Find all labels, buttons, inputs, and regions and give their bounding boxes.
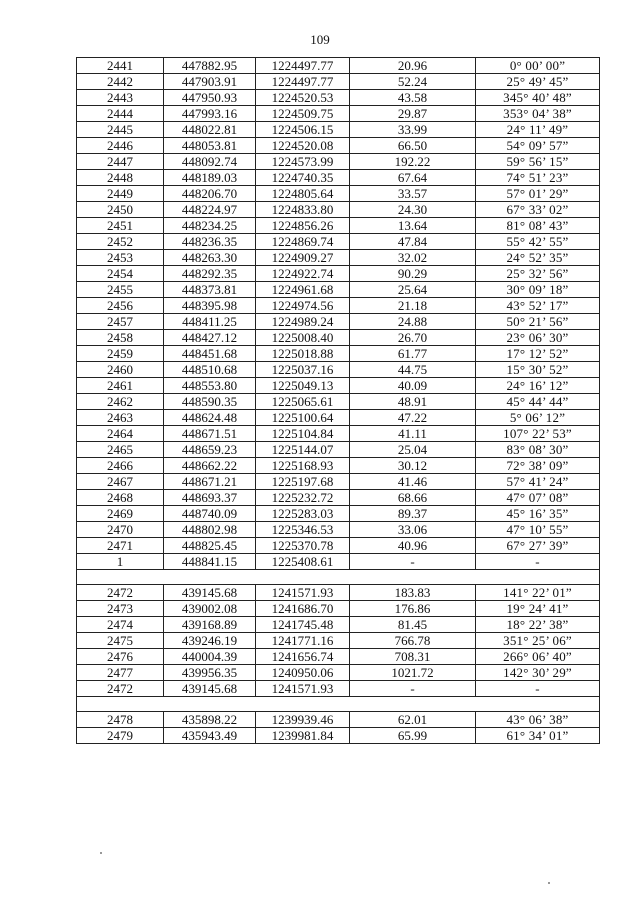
point-number-cell: 2449: [77, 186, 164, 202]
y-coordinate-cell: 1225065.61: [256, 394, 350, 410]
y-coordinate-cell: 1225144.07: [256, 442, 350, 458]
point-number-cell: 2455: [77, 282, 164, 298]
table-row: [77, 490, 600, 506]
table-row: [77, 58, 600, 74]
y-coordinate-cell: 1225104.84: [256, 426, 350, 442]
bearing-angle-cell: 72° 38’ 09”: [476, 458, 600, 474]
distance-cell: 47.22: [350, 410, 476, 426]
point-number-cell: 2461: [77, 378, 164, 394]
y-coordinate-cell: 1224520.53: [256, 90, 350, 106]
x-coordinate-cell: 448411.25: [164, 314, 256, 330]
table-row: [77, 378, 600, 394]
point-number-cell: 2458: [77, 330, 164, 346]
bearing-angle-cell: -: [476, 554, 600, 570]
table-row: [77, 362, 600, 378]
table-row: [77, 442, 600, 458]
table-row: [77, 410, 600, 426]
y-coordinate-cell: 1224506.15: [256, 122, 350, 138]
x-coordinate-cell: 448234.25: [164, 218, 256, 234]
point-number-cell: 2479: [77, 728, 164, 744]
x-coordinate-cell: 448427.12: [164, 330, 256, 346]
distance-cell: 21.18: [350, 298, 476, 314]
bearing-angle-cell: 19° 24’ 41”: [476, 601, 600, 617]
point-number-cell: 2451: [77, 218, 164, 234]
y-coordinate-cell: 1224974.56: [256, 298, 350, 314]
bearing-angle-cell: 25° 32’ 56”: [476, 266, 600, 282]
point-number-cell: 2472: [77, 585, 164, 601]
distance-cell: 47.84: [350, 234, 476, 250]
y-coordinate-cell: 1225408.61: [256, 554, 350, 570]
bearing-angle-cell: 55° 42’ 55”: [476, 234, 600, 250]
y-coordinate-cell: 1225018.88: [256, 346, 350, 362]
bearing-angle-cell: 67° 33’ 02”: [476, 202, 600, 218]
bearing-angle-cell: 54° 09’ 57”: [476, 138, 600, 154]
bearing-angle-cell: 141° 22’ 01”: [476, 585, 600, 601]
scan-speck: [548, 882, 550, 884]
x-coordinate-cell: 448395.98: [164, 298, 256, 314]
bearing-angle-cell: 23° 06’ 30”: [476, 330, 600, 346]
coordinates-table: [76, 57, 600, 744]
y-coordinate-cell: 1225197.68: [256, 474, 350, 490]
distance-cell: 708.31: [350, 649, 476, 665]
point-number-cell: 2456: [77, 298, 164, 314]
bearing-angle-cell: 107° 22’ 53”: [476, 426, 600, 442]
bearing-angle-cell: 25° 49’ 45”: [476, 74, 600, 90]
y-coordinate-cell: 1225008.40: [256, 330, 350, 346]
point-number-cell: 2462: [77, 394, 164, 410]
point-number-cell: 2446: [77, 138, 164, 154]
point-number-cell: 2452: [77, 234, 164, 250]
y-coordinate-cell: 1224856.26: [256, 218, 350, 234]
table-row: [77, 649, 600, 665]
table-row: [77, 633, 600, 649]
x-coordinate-cell: 448662.22: [164, 458, 256, 474]
x-coordinate-cell: 448671.21: [164, 474, 256, 490]
table-row: [77, 298, 600, 314]
separator-cell: [77, 697, 600, 712]
distance-cell: 26.70: [350, 330, 476, 346]
x-coordinate-cell: 448624.48: [164, 410, 256, 426]
distance-cell: 33.06: [350, 522, 476, 538]
point-number-cell: 2476: [77, 649, 164, 665]
point-number-cell: 2475: [77, 633, 164, 649]
page-number: 109: [310, 32, 330, 47]
x-coordinate-cell: 439145.68: [164, 681, 256, 697]
y-coordinate-cell: 1224573.99: [256, 154, 350, 170]
bearing-angle-cell: 57° 01’ 29”: [476, 186, 600, 202]
table-row: [77, 250, 600, 266]
y-coordinate-cell: 1225370.78: [256, 538, 350, 554]
table-row: [77, 186, 600, 202]
table-row: [77, 554, 600, 570]
x-coordinate-cell: 448590.35: [164, 394, 256, 410]
distance-cell: 24.88: [350, 314, 476, 330]
table-row: [77, 170, 600, 186]
table-row: [77, 474, 600, 490]
table-row: [77, 138, 600, 154]
point-number-cell: 2460: [77, 362, 164, 378]
x-coordinate-cell: 448841.15: [164, 554, 256, 570]
point-number-cell: 2474: [77, 617, 164, 633]
y-coordinate-cell: 1224833.80: [256, 202, 350, 218]
distance-cell: 67.64: [350, 170, 476, 186]
bearing-angle-cell: 345° 40’ 48”: [476, 90, 600, 106]
table-row: [77, 394, 600, 410]
bearing-angle-cell: 0° 00’ 00”: [476, 58, 600, 74]
y-coordinate-cell: 1241571.93: [256, 681, 350, 697]
point-number-cell: 1: [77, 554, 164, 570]
bearing-angle-cell: 57° 41’ 24”: [476, 474, 600, 490]
point-number-cell: 2445: [77, 122, 164, 138]
point-number-cell: 2465: [77, 442, 164, 458]
x-coordinate-cell: 448022.81: [164, 122, 256, 138]
distance-cell: 44.75: [350, 362, 476, 378]
distance-cell: 183.83: [350, 585, 476, 601]
x-coordinate-cell: 448825.45: [164, 538, 256, 554]
distance-cell: 25.64: [350, 282, 476, 298]
bearing-angle-cell: 45° 44’ 44”: [476, 394, 600, 410]
x-coordinate-cell: 448373.81: [164, 282, 256, 298]
x-coordinate-cell: 448206.70: [164, 186, 256, 202]
y-coordinate-cell: 1239981.84: [256, 728, 350, 744]
distance-cell: 52.24: [350, 74, 476, 90]
table-row: [77, 234, 600, 250]
y-coordinate-cell: 1241686.70: [256, 601, 350, 617]
distance-cell: 41.11: [350, 426, 476, 442]
y-coordinate-cell: 1224497.77: [256, 58, 350, 74]
table-row: [77, 426, 600, 442]
table-row: [77, 106, 600, 122]
y-coordinate-cell: 1224740.35: [256, 170, 350, 186]
point-number-cell: 2466: [77, 458, 164, 474]
table-row: [77, 458, 600, 474]
table-row: [77, 346, 600, 362]
distance-cell: 48.91: [350, 394, 476, 410]
distance-cell: 20.96: [350, 58, 476, 74]
point-number-cell: 2470: [77, 522, 164, 538]
x-coordinate-cell: 448224.97: [164, 202, 256, 218]
x-coordinate-cell: 448451.68: [164, 346, 256, 362]
x-coordinate-cell: 447882.95: [164, 58, 256, 74]
y-coordinate-cell: 1225232.72: [256, 490, 350, 506]
x-coordinate-cell: 447993.16: [164, 106, 256, 122]
point-number-cell: 2467: [77, 474, 164, 490]
table-row: [77, 90, 600, 106]
distance-cell: 33.99: [350, 122, 476, 138]
point-number-cell: 2448: [77, 170, 164, 186]
x-coordinate-cell: 448553.80: [164, 378, 256, 394]
y-coordinate-cell: 1224961.68: [256, 282, 350, 298]
table-row: [77, 202, 600, 218]
distance-cell: 25.04: [350, 442, 476, 458]
distance-cell: 62.01: [350, 712, 476, 728]
distance-cell: 81.45: [350, 617, 476, 633]
point-number-cell: 2457: [77, 314, 164, 330]
bearing-angle-cell: 67° 27’ 39”: [476, 538, 600, 554]
x-coordinate-cell: 448802.98: [164, 522, 256, 538]
y-coordinate-cell: 1224989.24: [256, 314, 350, 330]
bearing-angle-cell: 142° 30’ 29”: [476, 665, 600, 681]
x-coordinate-cell: 447950.93: [164, 90, 256, 106]
x-coordinate-cell: 439168.89: [164, 617, 256, 633]
point-number-cell: 2478: [77, 712, 164, 728]
y-coordinate-cell: 1224909.27: [256, 250, 350, 266]
bearing-angle-cell: 50° 21’ 56”: [476, 314, 600, 330]
table-row: [77, 282, 600, 298]
x-coordinate-cell: 448189.03: [164, 170, 256, 186]
distance-cell: 176.86: [350, 601, 476, 617]
point-number-cell: 2447: [77, 154, 164, 170]
x-coordinate-cell: 448659.23: [164, 442, 256, 458]
x-coordinate-cell: 435943.49: [164, 728, 256, 744]
distance-cell: 61.77: [350, 346, 476, 362]
bearing-angle-cell: 266° 06’ 40”: [476, 649, 600, 665]
table-row: [77, 601, 600, 617]
y-coordinate-cell: 1225100.64: [256, 410, 350, 426]
bearing-angle-cell: 47° 07’ 08”: [476, 490, 600, 506]
table-row: [77, 314, 600, 330]
bearing-angle-cell: 61° 34’ 01”: [476, 728, 600, 744]
distance-cell: 29.87: [350, 106, 476, 122]
x-coordinate-cell: 440004.39: [164, 649, 256, 665]
point-number-cell: 2471: [77, 538, 164, 554]
y-coordinate-cell: 1224509.75: [256, 106, 350, 122]
distance-cell: 43.58: [350, 90, 476, 106]
table-row: [77, 712, 600, 728]
y-coordinate-cell: 1225283.03: [256, 506, 350, 522]
x-coordinate-cell: 448236.35: [164, 234, 256, 250]
bearing-angle-cell: 17° 12’ 52”: [476, 346, 600, 362]
table-row: [77, 330, 600, 346]
bearing-angle-cell: 81° 08’ 43”: [476, 218, 600, 234]
table-row: [77, 122, 600, 138]
table-row: [77, 681, 600, 697]
bearing-angle-cell: -: [476, 681, 600, 697]
y-coordinate-cell: 1241571.93: [256, 585, 350, 601]
x-coordinate-cell: 439145.68: [164, 585, 256, 601]
table-row: [77, 154, 600, 170]
distance-cell: 24.30: [350, 202, 476, 218]
x-coordinate-cell: 447903.91: [164, 74, 256, 90]
x-coordinate-cell: 448693.37: [164, 490, 256, 506]
bearing-angle-cell: 24° 11’ 49”: [476, 122, 600, 138]
y-coordinate-cell: 1241656.74: [256, 649, 350, 665]
distance-cell: 90.29: [350, 266, 476, 282]
y-coordinate-cell: 1224497.77: [256, 74, 350, 90]
y-coordinate-cell: 1241745.48: [256, 617, 350, 633]
point-number-cell: 2468: [77, 490, 164, 506]
distance-cell: 89.37: [350, 506, 476, 522]
table-row: [77, 728, 600, 744]
y-coordinate-cell: 1225049.13: [256, 378, 350, 394]
coordinates-sheet: [76, 57, 599, 744]
y-coordinate-cell: 1225168.93: [256, 458, 350, 474]
distance-cell: 33.57: [350, 186, 476, 202]
x-coordinate-cell: 448292.35: [164, 266, 256, 282]
bearing-angle-cell: 351° 25’ 06”: [476, 633, 600, 649]
table-row: [77, 266, 600, 282]
bearing-angle-cell: 24° 16’ 12”: [476, 378, 600, 394]
point-number-cell: 2469: [77, 506, 164, 522]
table-row: [77, 74, 600, 90]
y-coordinate-cell: 1224520.08: [256, 138, 350, 154]
distance-cell: -: [350, 681, 476, 697]
table-row: [77, 538, 600, 554]
x-coordinate-cell: 448263.30: [164, 250, 256, 266]
y-coordinate-cell: 1225037.16: [256, 362, 350, 378]
point-number-cell: 2463: [77, 410, 164, 426]
table-row: [77, 617, 600, 633]
table-row: [77, 522, 600, 538]
table-row: [77, 506, 600, 522]
table-row: [77, 665, 600, 681]
point-number-cell: 2472: [77, 681, 164, 697]
x-coordinate-cell: 439002.08: [164, 601, 256, 617]
bearing-angle-cell: 18° 22’ 38”: [476, 617, 600, 633]
y-coordinate-cell: 1224869.74: [256, 234, 350, 250]
bearing-angle-cell: 83° 08’ 30”: [476, 442, 600, 458]
table-row: [77, 218, 600, 234]
point-number-cell: 2453: [77, 250, 164, 266]
distance-cell: 40.09: [350, 378, 476, 394]
bearing-angle-cell: 43° 52’ 17”: [476, 298, 600, 314]
table-row: [77, 585, 600, 601]
bearing-angle-cell: 45° 16’ 35”: [476, 506, 600, 522]
bearing-angle-cell: 30° 09’ 18”: [476, 282, 600, 298]
x-coordinate-cell: 435898.22: [164, 712, 256, 728]
y-coordinate-cell: 1224922.74: [256, 266, 350, 282]
bearing-angle-cell: 47° 10’ 55”: [476, 522, 600, 538]
block-separator: [77, 570, 600, 585]
distance-cell: 13.64: [350, 218, 476, 234]
x-coordinate-cell: 448510.68: [164, 362, 256, 378]
y-coordinate-cell: 1224805.64: [256, 186, 350, 202]
bearing-angle-cell: 59° 56’ 15”: [476, 154, 600, 170]
y-coordinate-cell: 1239939.46: [256, 712, 350, 728]
distance-cell: -: [350, 554, 476, 570]
distance-cell: 1021.72: [350, 665, 476, 681]
point-number-cell: 2459: [77, 346, 164, 362]
point-number-cell: 2477: [77, 665, 164, 681]
distance-cell: 68.66: [350, 490, 476, 506]
distance-cell: 40.96: [350, 538, 476, 554]
bearing-angle-cell: 353° 04’ 38”: [476, 106, 600, 122]
bearing-angle-cell: 5° 06’ 12”: [476, 410, 600, 426]
x-coordinate-cell: 448740.09: [164, 506, 256, 522]
distance-cell: 192.22: [350, 154, 476, 170]
distance-cell: 30.12: [350, 458, 476, 474]
y-coordinate-cell: 1240950.06: [256, 665, 350, 681]
point-number-cell: 2442: [77, 74, 164, 90]
point-number-cell: 2473: [77, 601, 164, 617]
distance-cell: 66.50: [350, 138, 476, 154]
x-coordinate-cell: 439956.35: [164, 665, 256, 681]
distance-cell: 32.02: [350, 250, 476, 266]
bearing-angle-cell: 24° 52’ 35”: [476, 250, 600, 266]
distance-cell: 65.99: [350, 728, 476, 744]
distance-cell: 766.78: [350, 633, 476, 649]
x-coordinate-cell: 439246.19: [164, 633, 256, 649]
point-number-cell: 2454: [77, 266, 164, 282]
point-number-cell: 2464: [77, 426, 164, 442]
point-number-cell: 2443: [77, 90, 164, 106]
x-coordinate-cell: 448053.81: [164, 138, 256, 154]
bearing-angle-cell: 43° 06’ 38”: [476, 712, 600, 728]
bearing-angle-cell: 74° 51’ 23”: [476, 170, 600, 186]
x-coordinate-cell: 448092.74: [164, 154, 256, 170]
distance-cell: 41.46: [350, 474, 476, 490]
y-coordinate-cell: 1241771.16: [256, 633, 350, 649]
y-coordinate-cell: 1225346.53: [256, 522, 350, 538]
bearing-angle-cell: 15° 30’ 52”: [476, 362, 600, 378]
separator-cell: [77, 570, 600, 585]
scan-speck: [100, 852, 102, 854]
point-number-cell: 2444: [77, 106, 164, 122]
point-number-cell: 2450: [77, 202, 164, 218]
block-separator: [77, 697, 600, 712]
point-number-cell: 2441: [77, 58, 164, 74]
x-coordinate-cell: 448671.51: [164, 426, 256, 442]
